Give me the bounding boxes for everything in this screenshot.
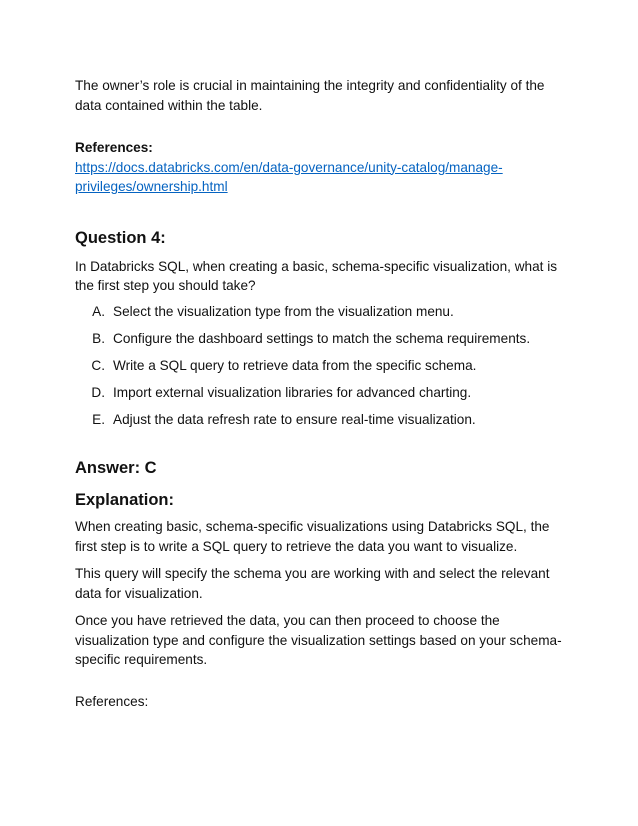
explanation-paragraph-2: This query will specify the schema you are working with and select the relevant data for visualization.: [75, 566, 550, 601]
references-label-2: References:: [75, 693, 149, 709]
option-c: [75, 356, 570, 376]
option-text: Configure the dashboard settings to match the schema requirements.: [113, 330, 531, 346]
explanation-paragraph-3: Once you have retrieved the data, you can then proceed to choose the visualization type and configure the visualization settings based on your schema-specific requirements.: [75, 613, 562, 667]
option-text: Select the visualization type from the visualization menu.: [113, 303, 454, 319]
document-page: [75, 76, 570, 711]
question-heading: Question 4:: [75, 228, 166, 247]
option-a: [75, 302, 570, 322]
option-letter: E.: [92, 411, 105, 427]
explanation-paragraph-1: When creating basic, schema-specific visualizations using Databricks SQL, the first step is to write a SQL query to retrieve the data you want to visualize.: [75, 519, 550, 554]
question-text: In Databricks SQL, when creating a basic, schema-specific visualization, what is the first step you should take?: [75, 258, 558, 293]
option-letter: D.: [91, 384, 105, 400]
option-text: Adjust the data refresh rate to ensure real-time visualization.: [113, 411, 476, 427]
answer-options-list: [75, 302, 570, 430]
option-b: [75, 329, 570, 349]
intro-line-2: data contained within the table.: [75, 97, 263, 113]
references-label: References:: [75, 140, 153, 155]
option-letter: B.: [92, 330, 105, 346]
intro-paragraph: [75, 76, 570, 115]
option-letter: A.: [92, 303, 105, 319]
answer-heading: Answer: C: [75, 459, 157, 477]
option-d: [75, 383, 570, 403]
option-text: Import external visualization libraries for advanced charting.: [113, 384, 472, 400]
option-e: [75, 410, 570, 430]
option-letter: C.: [91, 357, 105, 373]
intro-line-1: The owner’s role is crucial in maintaining the integrity and confidentiality of the: [75, 78, 545, 93]
option-text: Write a SQL query to retrieve data from the specific schema.: [113, 357, 477, 373]
explanation-heading: Explanation:: [75, 491, 175, 509]
reference-link[interactable]: https://docs.databricks.com/en/data-governance/unity-catalog/manage-privileges/ownership.html: [75, 159, 503, 194]
